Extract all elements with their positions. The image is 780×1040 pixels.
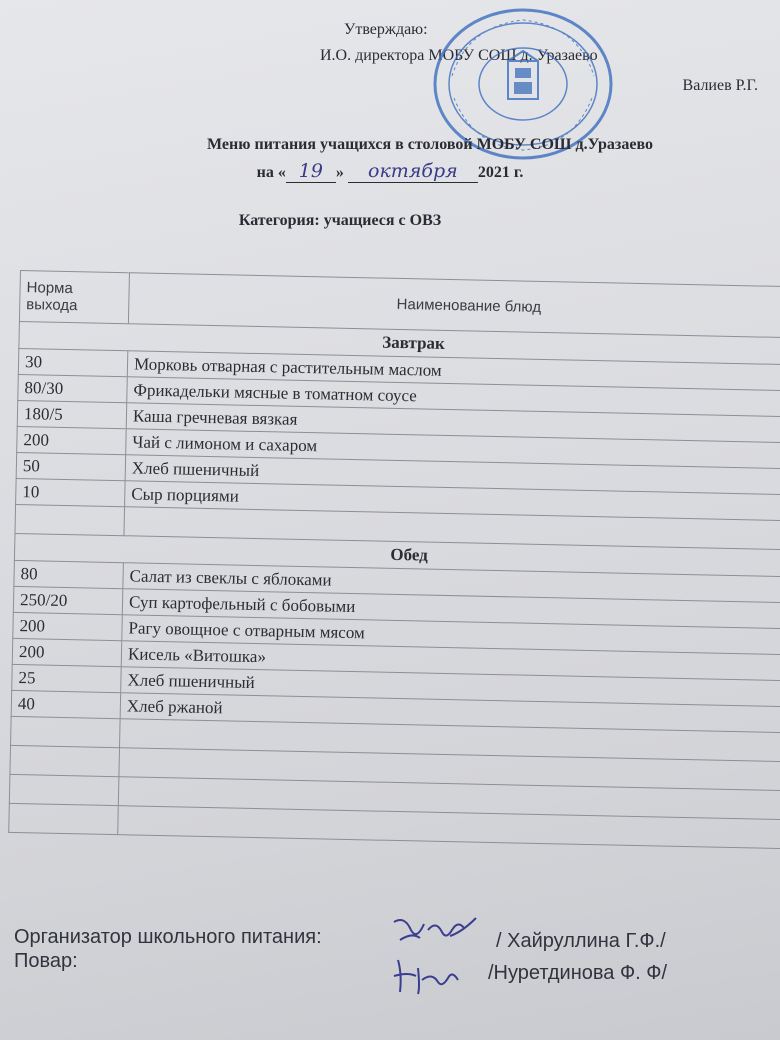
organizer-label: Организатор школьного питания: <box>14 926 322 948</box>
dish-cell: Рагу овощное с отварным мясом <box>122 615 780 655</box>
header-dish: Наименование блюд <box>128 273 780 338</box>
norm-cell: 80 <box>14 560 124 588</box>
cook-name: /Нуретдинова Ф. Ф/ <box>488 962 668 984</box>
empty-cell <box>11 716 121 747</box>
section-label: Завтрак <box>19 321 780 365</box>
norm-cell: 40 <box>11 690 121 718</box>
organizer-signature <box>390 912 480 952</box>
empty-cell <box>10 745 120 776</box>
date-day: 19 <box>286 160 336 183</box>
category-label: Категория: учащиеся с ОВЗ <box>238 212 442 229</box>
norm-cell: 50 <box>16 452 126 480</box>
dish-cell: Суп картофельный с бобовыми <box>122 589 780 629</box>
date-month: октября <box>348 160 478 183</box>
norm-cell: 200 <box>12 638 122 666</box>
empty-cell <box>9 803 119 834</box>
dish-cell: Кисель «Витошка» <box>121 641 780 681</box>
dish-cell: Каша гречневая вязкая <box>126 403 780 443</box>
dish-cell: Фрикадельки мясные в томатном соусе <box>127 377 780 417</box>
norm-cell: 200 <box>17 426 127 454</box>
cook-signature <box>388 954 468 1000</box>
date-year: 2021 г. <box>477 164 524 181</box>
norm-cell: 250/20 <box>13 586 123 614</box>
dish-cell: Хлеб ржаной <box>120 693 780 733</box>
date-mid: » <box>335 164 344 181</box>
empty-cell <box>9 774 119 805</box>
dish-cell: Салат из свеклы с яблоками <box>123 563 780 603</box>
empty-cell <box>15 504 125 535</box>
organizer-name: / Хайруллина Г.Ф./ <box>496 930 666 952</box>
section-label: Обед <box>14 533 780 577</box>
dish-cell: Чай с лимоном и сахаром <box>126 429 780 469</box>
menu-table <box>8 270 780 849</box>
norm-cell: 180/5 <box>17 400 127 428</box>
approval-line-1: Утверждаю: <box>344 21 428 38</box>
dish-cell: Хлеб пшеничный <box>121 667 780 707</box>
dish-cell: Морковь отварная с растительным маслом <box>127 351 780 391</box>
approval-line-3: Валиев Р.Г. <box>682 77 758 94</box>
norm-cell: 80/30 <box>18 374 128 402</box>
approval-line-2: И.О. директора МОБУ СОШ д. Уразаево <box>320 47 598 64</box>
norm-cell: 30 <box>18 348 128 376</box>
norm-cell: 25 <box>12 664 122 692</box>
header-norm: Норма выхода <box>19 271 129 324</box>
page-title: Меню питания учащихся в столовой МОБУ СОШ д.Уразаево <box>207 136 653 153</box>
date-prefix: на « <box>256 164 286 181</box>
cook-label: Повар: <box>14 950 78 972</box>
date-line <box>0 160 780 183</box>
dish-cell: Сыр порциями <box>125 481 780 521</box>
norm-cell: 10 <box>16 478 126 506</box>
norm-cell: 200 <box>13 612 123 640</box>
dish-cell: Хлеб пшеничный <box>125 455 780 495</box>
